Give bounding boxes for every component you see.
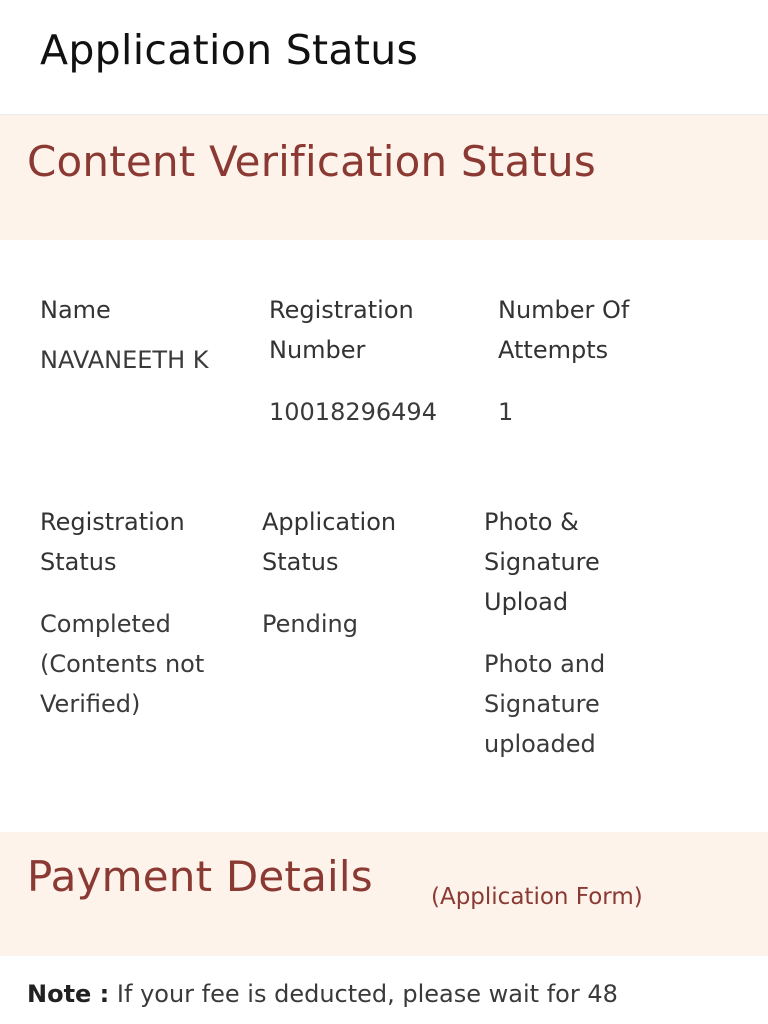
photo-signature-label: Photo & Signature Upload [484,508,600,616]
registration-status-field [40,502,230,724]
registration-number-label: Registration Number [269,296,414,364]
application-status-value: Pending [262,610,358,638]
name-label: Name [40,296,111,324]
registration-number-field [269,290,469,432]
photo-signature-field [484,502,654,764]
payment-note [27,980,618,1008]
payment-details-header [0,832,768,956]
content-verification-header [0,115,768,240]
page-title: Application Status [40,26,419,74]
content-verification-heading: Content Verification Status [27,137,596,186]
payment-details-heading: Payment Details [27,852,373,901]
payment-details-subheading: (Application Form) [431,884,643,910]
attempts-label: Number Of Attempts [498,296,630,364]
attempts-value: 1 [498,398,514,426]
note-label: Note : [27,980,110,1008]
name-value: NAVANEETH K [40,346,209,374]
photo-signature-value: Photo and Signature uploaded [484,650,606,758]
registration-status-label: Registration Status [40,508,185,576]
registration-status-value: Completed (Contents not Verified) [40,610,205,718]
attempts-field [498,290,698,432]
application-status-field [262,502,452,644]
application-status-label: Application Status [262,508,397,576]
name-field [40,290,230,380]
app-header [0,0,768,115]
note-text: If your fee is deducted, please wait for 48 [116,980,618,1008]
registration-number-value: 10018296494 [269,398,437,426]
